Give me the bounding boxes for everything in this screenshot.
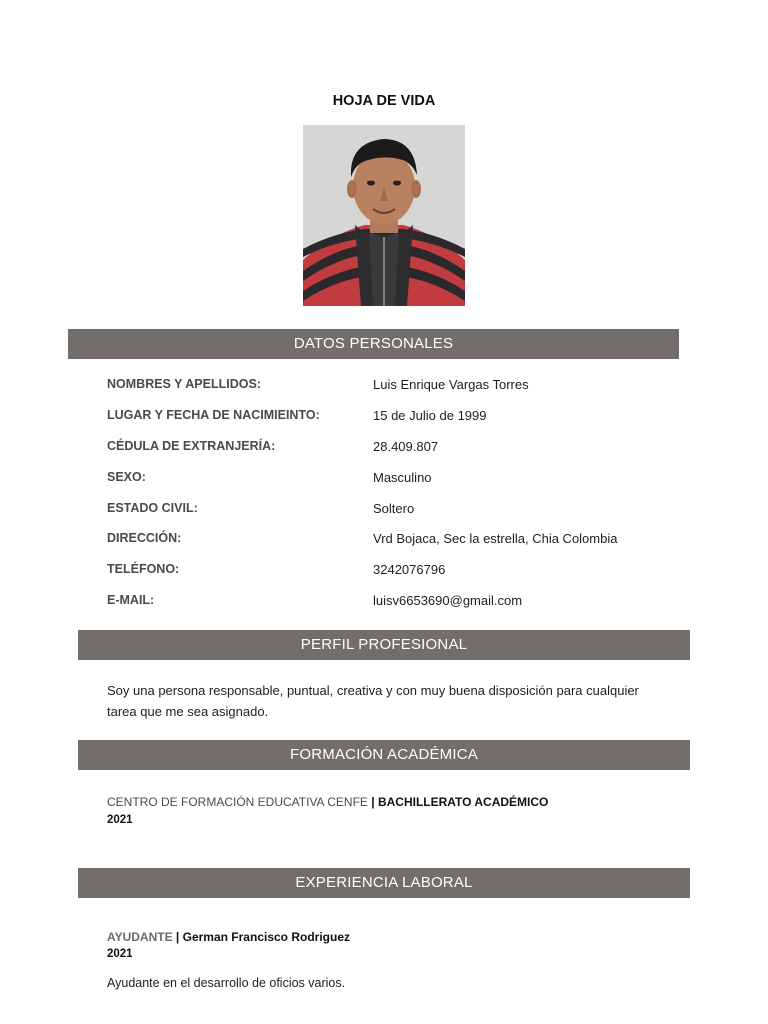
- field-label: TELÉFONO:: [107, 562, 180, 576]
- experience-year: 2021: [107, 948, 133, 960]
- experience-employer: German Francisco Rodriguez: [182, 930, 350, 944]
- field-row-civil-status: [0, 501, 768, 521]
- field-row-address: [0, 531, 768, 551]
- profile-text: Soy una persona responsable, puntual, creativa y con muy buena disposición para cualquier tarea que me sea asignado.: [107, 683, 639, 719]
- field-row-birth: [0, 408, 768, 428]
- field-label: DIRECCIÓN:: [107, 531, 182, 545]
- education-entry: [107, 795, 548, 809]
- field-value: 28.409.807: [373, 439, 439, 454]
- field-label: NOMBRES Y APELLIDOS:: [107, 377, 261, 391]
- field-label: LUGAR Y FECHA DE NACIMIEINTO:: [107, 408, 320, 422]
- section-header-experience: EXPERIENCIA LABORAL: [78, 868, 690, 898]
- field-value: Masculino: [373, 470, 432, 485]
- field-label: CÉDULA DE EXTRANJERÍA:: [107, 439, 276, 453]
- section-header-education: FORMACIÓN ACADÉMICA: [78, 740, 690, 770]
- field-row-full-name: [0, 377, 768, 397]
- field-row-id: [0, 439, 768, 459]
- experience-role: AYUDANTE: [107, 930, 173, 944]
- experience-entry: [107, 930, 350, 944]
- field-value: Vrd Bojaca, Sec la estrella, Chia Colombia: [373, 531, 618, 546]
- experience-separator: |: [175, 930, 180, 944]
- field-row-email: [0, 593, 768, 613]
- experience-description: Ayudante en el desarrollo de oficios varios.: [107, 976, 346, 990]
- education-degree: BACHILLERATO ACADÉMICO: [377, 795, 549, 809]
- document-title: HOJA DE VIDA: [332, 93, 436, 109]
- section-header-profile: PERFIL PROFESIONAL: [78, 630, 690, 660]
- section-header-personal-data: DATOS PERSONALES: [68, 329, 679, 359]
- field-label: E-MAIL:: [107, 593, 155, 607]
- education-institution: CENTRO DE FORMACIÓN EDUCATIVA CENFE: [107, 795, 368, 809]
- field-value: Soltero: [373, 501, 415, 516]
- field-value: 15 de Julio de 1999: [373, 408, 487, 423]
- field-value: 3242076796: [373, 562, 446, 577]
- profile-photo: [303, 125, 465, 306]
- education-year: 2021: [107, 814, 133, 826]
- field-label: SEXO:: [107, 470, 146, 484]
- field-row-sex: [0, 470, 768, 490]
- field-label: ESTADO CIVIL:: [107, 501, 198, 515]
- field-value: luisv6653690@gmail.com: [373, 593, 523, 608]
- field-value: Luis Enrique Vargas Torres: [373, 377, 529, 392]
- education-separator: |: [371, 795, 375, 809]
- field-row-phone: [0, 562, 768, 582]
